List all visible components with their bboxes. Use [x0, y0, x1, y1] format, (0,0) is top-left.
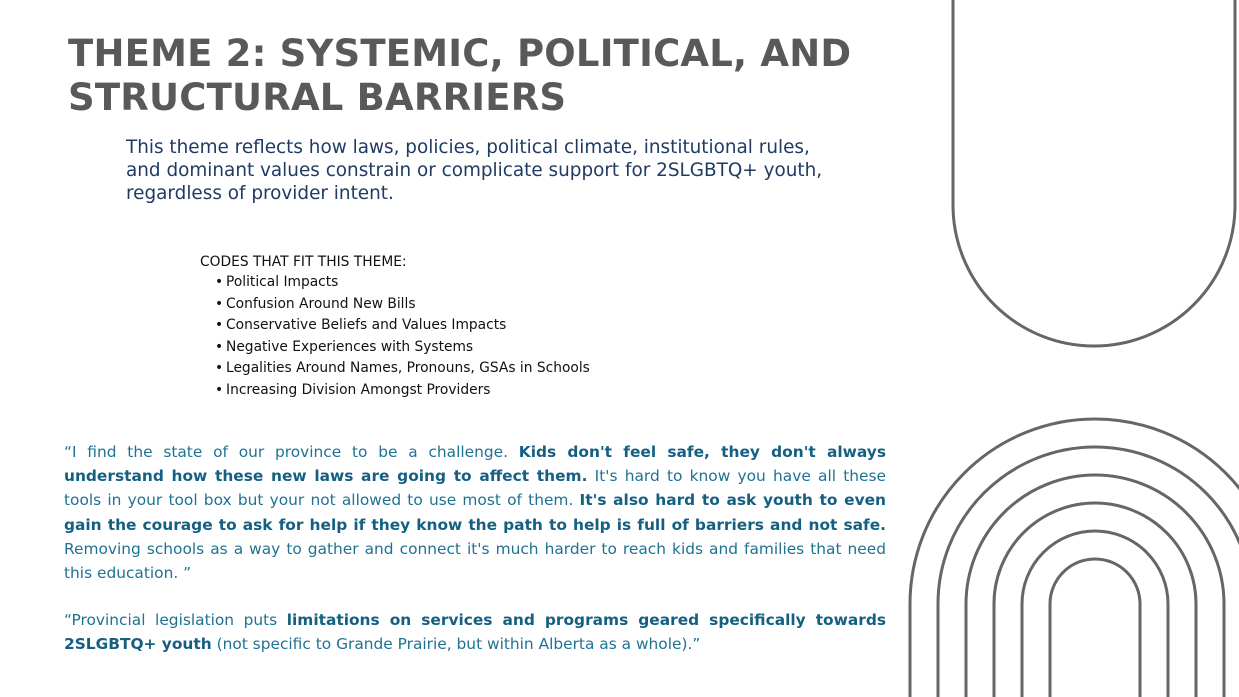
code-item: • Conservative Beliefs and Values Impacts	[215, 315, 590, 337]
quote-2-text-b: (not specific to Grande Prairie, but within Alberta as a whole).”	[211, 635, 701, 654]
code-item: • Increasing Division Amongst Providers	[215, 380, 590, 402]
bottom-arch-1	[910, 419, 1239, 697]
top-arch-shape	[953, 0, 1235, 346]
quote-2-text-a: “Provincial legislation puts	[64, 611, 287, 629]
quote-1-emphasis-b: It's also hard to ask youth to even gain the courage to ask for help if they know the path to help is full of barriers and not safe.	[64, 491, 886, 534]
codes-heading: CODES THAT FIT THIS THEME:	[200, 254, 407, 270]
quote-1-text-a: “I find the state of our province to be a challenge.	[64, 443, 519, 461]
bottom-arch-2	[938, 447, 1239, 697]
slide-title-line-2: STRUCTURAL BARRIERS	[68, 76, 567, 119]
slide-title-line-1: THEME 2: SYSTEMIC, POLITICAL, AND	[68, 32, 852, 75]
bottom-arch-3	[966, 475, 1224, 697]
code-item: • Negative Experiences with Systems	[215, 337, 590, 359]
quote-2-emphasis: limitations on services and programs geared specifically towards 2SLGBTQ+ youth	[64, 611, 887, 654]
quote-1-text-c: Removing schools as a way to gather and connect it's much harder to reach kids and families that need this education. ”	[64, 539, 886, 583]
code-item: • Political Impacts	[215, 272, 590, 294]
code-item: • Legalities Around Names, Pronouns, GSAs in Schools	[215, 358, 590, 380]
bottom-arch-5	[1022, 531, 1168, 697]
theme-description: This theme reflects how laws, policies, political climate, institutional rules, and dominant values constrain or complicate support for 2SLGBTQ+ youth, regardless of provider intent.	[126, 137, 823, 204]
quote-1-emphasis-a: Kids don't feel safe, they don't always understand how these new laws are going to affect them.	[64, 443, 886, 486]
code-item: • Confusion Around New Bills	[215, 294, 590, 316]
bottom-arch-6	[1050, 559, 1140, 697]
quote-1-text-b: It's hard to know you have all these tools in your tool box but your not allowed to use most of them.	[64, 467, 886, 510]
